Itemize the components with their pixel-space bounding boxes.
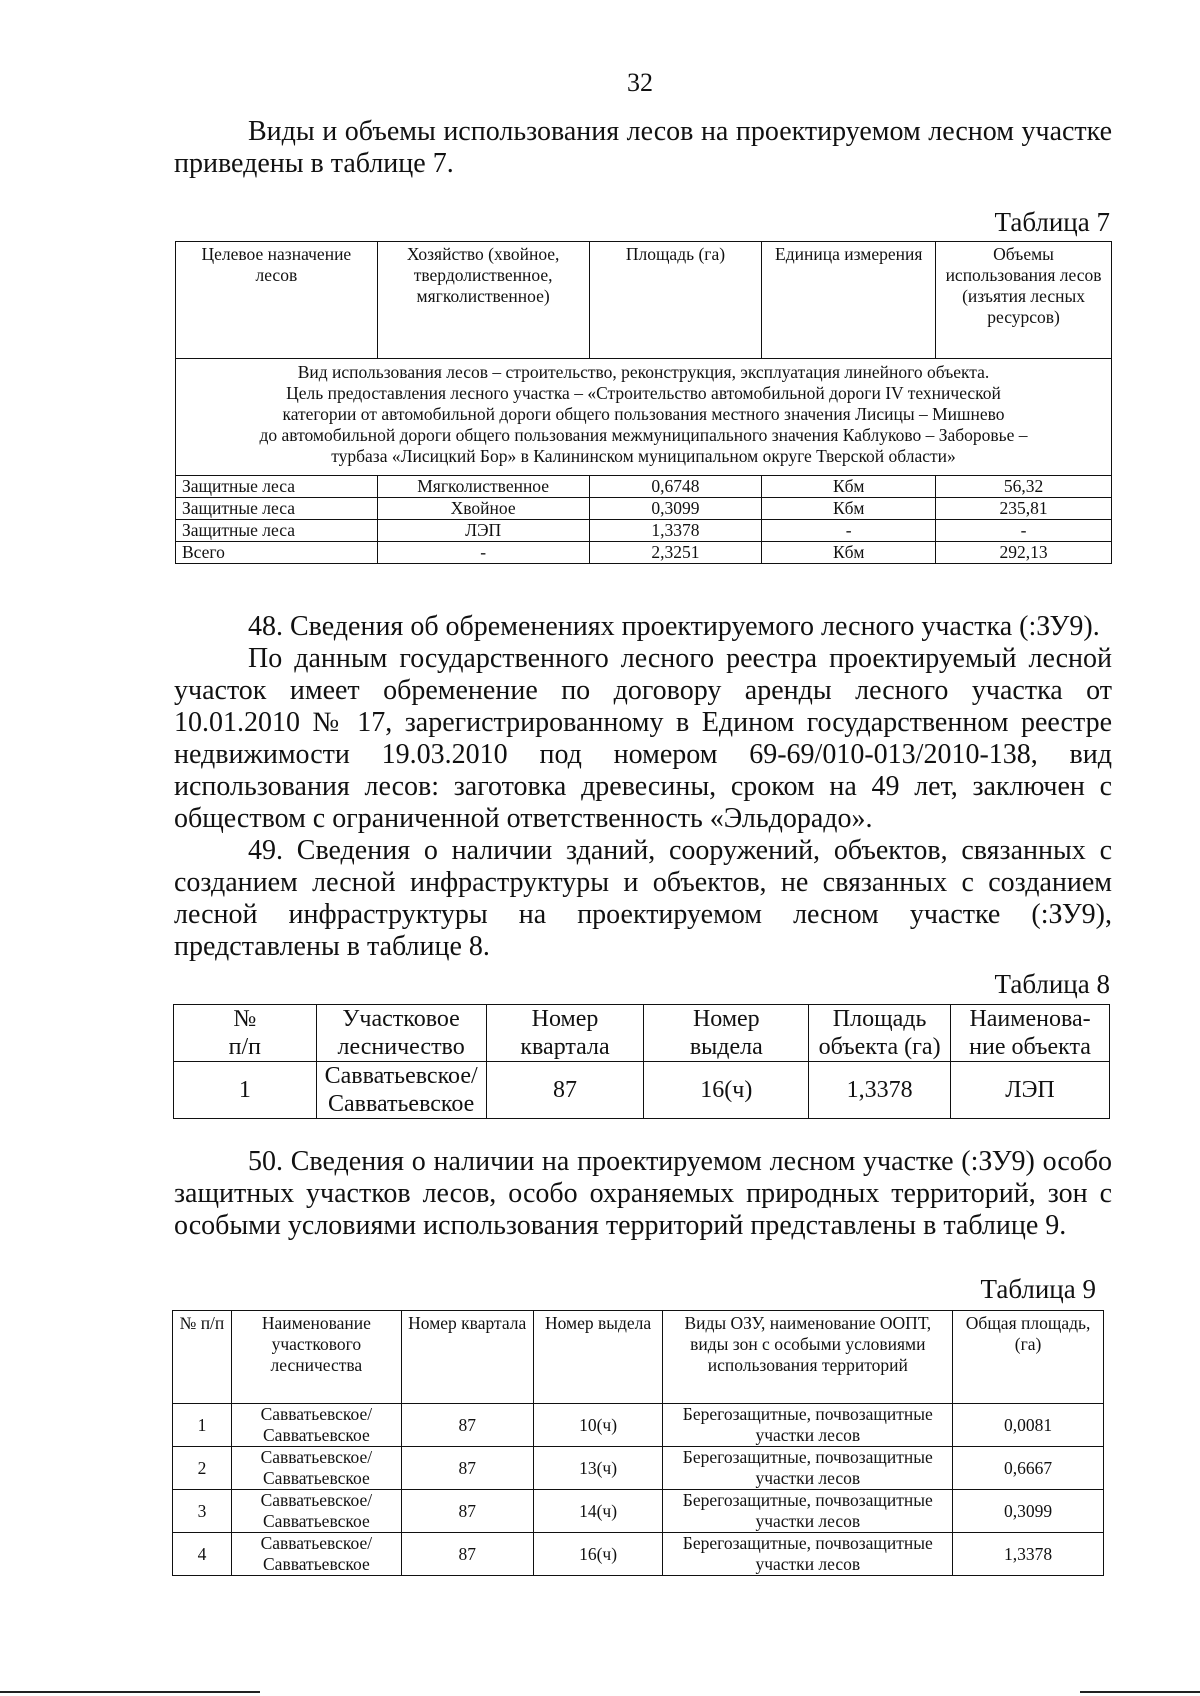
section49-text: 49. Сведения о наличии зданий, сооружений, объектов, связанных с созданием лесной инфраструктуры и объектов, не связанных с созданием лесной инфраструктуры на проектируемом лесном участке (:ЗУ9), представлены в таблице 8. — [174, 835, 1112, 962]
table9-header-cell: № п/п — [173, 1311, 232, 1404]
table-8 — [173, 1004, 1110, 1119]
table-cell: 87 — [401, 1404, 533, 1447]
table-cell: 1,3378 — [809, 1062, 951, 1119]
table-cell: Савватьевское/ Савватьевское — [316, 1062, 486, 1119]
table-cell: - — [762, 520, 936, 542]
table-row — [173, 1490, 1104, 1533]
section48-text: По данным государственного лесного реестра проектируемый лесной участок имеет обременение по договору аренды лесного участка от 10.01.2010 № 17, зарегистрированному в Едином государственном реестре недвижимости 19.03.2010 под номером 69-69/010-013/2010-138, вид использования лесов: заготовка древесины, сроком на 49 лет, заключен с обществом с ограниченной ответственность «Эльдорадо». — [174, 643, 1112, 834]
table-cell: Савватьевское/ Савватьевское — [231, 1533, 401, 1576]
purpose-line: турбаза «Лисицкий Бор» в Калининском муниципальном округе Тверской области» — [331, 446, 956, 466]
table-cell: Савватьевское/ Савватьевское — [231, 1490, 401, 1533]
table-cell: 2 — [173, 1447, 232, 1490]
table9-header-row — [173, 1311, 1104, 1404]
table-cell: 292,13 — [936, 542, 1112, 564]
table9-header-cell: Наименование участкового лесничества — [231, 1311, 401, 1404]
table-row — [176, 520, 1112, 542]
table8-header-cell: № п/п — [174, 1005, 317, 1062]
table-cell: Мягколиственное — [377, 476, 589, 498]
table8-header-cell: Площадь объекта (га) — [809, 1005, 951, 1062]
table-cell: Защитные леса — [176, 520, 378, 542]
table-cell: 14(ч) — [533, 1490, 663, 1533]
purpose-line: Цель предоставления лесного участка – «Строительство автомобильной дороги IV технической — [286, 383, 1001, 403]
table8-header-cell: Номер выдела — [644, 1005, 809, 1062]
table-row — [174, 1062, 1110, 1119]
scan-edge-mark — [1080, 1691, 1200, 1693]
table-cell: 0,0081 — [953, 1404, 1104, 1447]
scan-edge-mark — [0, 1691, 260, 1693]
table-cell: Савватьевское/ Савватьевское — [231, 1404, 401, 1447]
table9-header-cell: Общая площадь, (га) — [953, 1311, 1104, 1404]
table-cell: 16(ч) — [644, 1062, 809, 1119]
table9-header-cell: Номер выдела — [533, 1311, 663, 1404]
table-cell: Всего — [176, 542, 378, 564]
table7-header-cell: Объемы использования лесов (изъятия лесных ресурсов) — [936, 242, 1112, 359]
table8-header-row — [174, 1005, 1110, 1062]
table7-header-cell: Единица измерения — [762, 242, 936, 359]
table-cell: Защитные леса — [176, 498, 378, 520]
table-cell: 1,3378 — [953, 1533, 1104, 1576]
purpose-line: до автомобильной дороги общего пользования межмуниципального значения Каблуково – Заборовье – — [259, 425, 1028, 445]
table-cell: 235,81 — [936, 498, 1112, 520]
table-cell: - — [377, 542, 589, 564]
table8-header-cell: Номер квартала — [486, 1005, 644, 1062]
table-row — [176, 498, 1112, 520]
table9-header-cell: Виды ОЗУ, наименование ООПТ, виды зон с особыми условиями использования территорий — [663, 1311, 953, 1404]
table-cell: 0,3099 — [953, 1490, 1104, 1533]
table-row — [173, 1404, 1104, 1447]
table-cell: Берегозащитные, почвозащитные участки лесов — [663, 1404, 953, 1447]
table-cell: Кбм — [762, 542, 936, 564]
table-cell: 0,3099 — [589, 498, 762, 520]
table-cell: 87 — [486, 1062, 644, 1119]
purpose-line: Вид использования лесов – строительство, реконструкция, эксплуатация линейного объекта. — [297, 362, 990, 382]
table7-header-row — [176, 242, 1112, 359]
section50-text: 50. Сведения о наличии на проектируемом лесном участке (:ЗУ9) особо защитных участков лесов, особо охраняемых природных территорий, зон с особыми условиями использования территорий представлены в таблице 9. — [174, 1146, 1112, 1241]
table-cell: Берегозащитные, почвозащитные участки лесов — [663, 1447, 953, 1490]
table7-purpose-cell — [176, 359, 1112, 476]
table7-header-cell: Площадь (га) — [589, 242, 762, 359]
table9-header-cell: Номер квартала — [401, 1311, 533, 1404]
intro-paragraph: Виды и объемы использования лесов на проектируемом лесном участке приведены в таблице 7. — [174, 116, 1112, 179]
table7-header-cell: Хозяйство (хвойное, твердолиственное, мягколиственное) — [377, 242, 589, 359]
table-row — [173, 1447, 1104, 1490]
table-cell: 3 — [173, 1490, 232, 1533]
table-cell: 1 — [174, 1062, 317, 1119]
table-cell: 2,3251 — [589, 542, 762, 564]
table8-header-cell: Участковое лесничество — [316, 1005, 486, 1062]
table-cell: Защитные леса — [176, 476, 378, 498]
table-cell: - — [936, 520, 1112, 542]
table-cell: 56,32 — [936, 476, 1112, 498]
table9-caption: Таблица 9 — [980, 1274, 1096, 1304]
table-cell: 87 — [401, 1490, 533, 1533]
table-cell: 87 — [401, 1447, 533, 1490]
table-cell: Кбм — [762, 476, 936, 498]
section48-title: 48. Сведения об обременениях проектируемого лесного участка (:ЗУ9). — [248, 611, 1100, 642]
table-cell: 13(ч) — [533, 1447, 663, 1490]
table7-caption: Таблица 7 — [994, 207, 1110, 237]
table-cell: 4 — [173, 1533, 232, 1576]
table-row — [173, 1533, 1104, 1576]
table-cell: ЛЭП — [951, 1062, 1110, 1119]
table-cell: Хвойное — [377, 498, 589, 520]
table-row — [176, 542, 1112, 564]
table-cell: Савватьевское/ Савватьевское — [231, 1447, 401, 1490]
table7-purpose-row — [176, 359, 1112, 476]
purpose-line: категории от автомобильной дороги общего пользования местного значения Лисицы – Мишнево — [282, 404, 1005, 424]
table-row — [176, 476, 1112, 498]
table-cell: Берегозащитные, почвозащитные участки лесов — [663, 1490, 953, 1533]
table-cell: 87 — [401, 1533, 533, 1576]
table8-header-cell: Наименова- ние объекта — [951, 1005, 1110, 1062]
table-cell: 16(ч) — [533, 1533, 663, 1576]
table-cell: 0,6667 — [953, 1447, 1104, 1490]
table-cell: 10(ч) — [533, 1404, 663, 1447]
table-9 — [172, 1310, 1104, 1576]
page-number: 32 — [627, 68, 653, 97]
table-7 — [175, 241, 1112, 564]
table-cell: 1 — [173, 1404, 232, 1447]
table-cell: 0,6748 — [589, 476, 762, 498]
table7-header-cell: Целевое назначение лесов — [176, 242, 378, 359]
table-cell: ЛЭП — [377, 520, 589, 542]
table-cell: Кбм — [762, 498, 936, 520]
table8-caption: Таблица 8 — [994, 969, 1110, 999]
table-cell: 1,3378 — [589, 520, 762, 542]
table-cell: Берегозащитные, почвозащитные участки лесов — [663, 1533, 953, 1576]
